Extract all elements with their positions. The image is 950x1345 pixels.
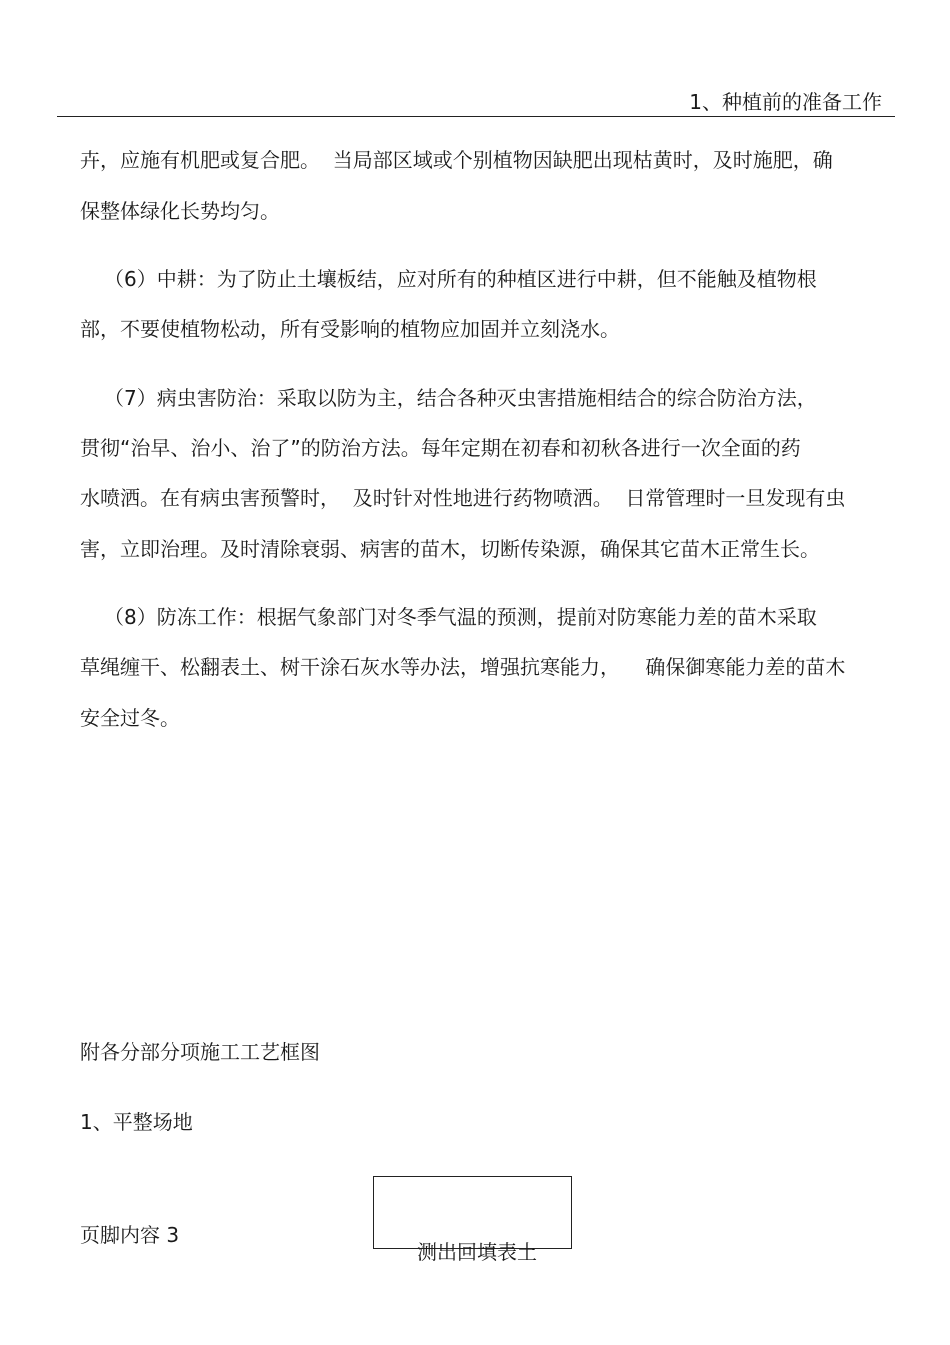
page-footer: 页脚内容 3 [80,1223,180,1247]
paragraph-line: 保整体绿化长势均匀。 [80,199,280,223]
page-header-title: 1、种植前的准备工作 [689,90,882,114]
paragraph-line: （8）防冻工作：根据气象部门对冬季气温的预测，提前对防寒能力差的苗木采取 [104,605,817,629]
paragraph-line: 水喷洒。在有病虫害预警时， 及时针对性地进行药物喷洒。 日常管理时一旦发现有虫 [80,486,846,510]
header-rule [57,116,895,117]
paragraph-line: （6）中耕：为了防止土壤板结，应对所有的种植区进行中耕，但不能触及植物根 [104,267,817,291]
paragraph-line: 卉，应施有机肥或复合肥。 当局部区域或个别植物因缺肥出现枯黄时，及时施肥，确 [80,148,833,172]
paragraph-line: 草绳缠干、松翻表土、树干涂石灰水等办法，增强抗寒能力， 确保御寒能力差的苗木 [80,655,846,679]
section-heading: 1、平整场地 [80,1110,193,1134]
flowchart-box-label: 测出回填表土 [417,1240,537,1264]
paragraph-line: （7）病虫害防治：采取以防为主，结合各种灭虫害措施相结合的综合防治方法， [104,386,817,410]
paragraph-line: 贯彻“治早、治小、治了”的防治方法。每年定期在初春和初秋各进行一次全面的药 [80,436,801,460]
appendix-title: 附各分部分项施工工艺框图 [80,1040,320,1064]
paragraph-line: 部，不要使植物松动，所有受影响的植物应加固并立刻浇水。 [80,317,620,341]
paragraph-line: 害，立即治理。及时清除衰弱、病害的苗木，切断传染源，确保其它苗木正常生长。 [80,537,820,561]
paragraph-line: 安全过冬。 [80,706,180,730]
